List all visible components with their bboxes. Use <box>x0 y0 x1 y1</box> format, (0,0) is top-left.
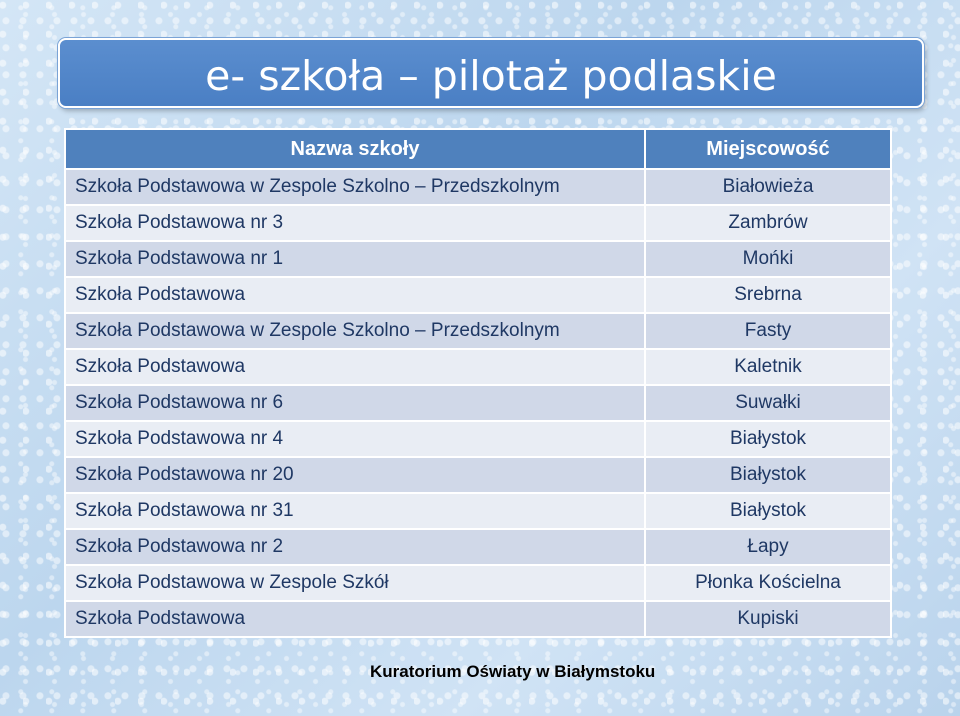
town-cell: Białystok <box>645 421 891 457</box>
town-cell: Srebrna <box>645 277 891 313</box>
school-name-cell: Szkoła Podstawowa nr 1 <box>65 241 645 277</box>
page-title: e- szkoła – pilotaż podlaskie <box>205 52 777 100</box>
table-row <box>65 169 891 205</box>
town-cell: Łapy <box>645 529 891 565</box>
town-cell: Mońki <box>645 241 891 277</box>
table-row <box>65 457 891 493</box>
table-row <box>65 277 891 313</box>
footer-text: Kuratorium Oświaty w Białymstoku <box>370 662 656 681</box>
school-name-cell: Szkoła Podstawowa nr 20 <box>65 457 645 493</box>
town-cell: Fasty <box>645 313 891 349</box>
table-row <box>65 205 891 241</box>
school-name-cell: Szkoła Podstawowa <box>65 277 645 313</box>
town-cell: Kupiski <box>645 601 891 637</box>
school-name-cell: Szkoła Podstawowa nr 4 <box>65 421 645 457</box>
table-row <box>65 421 891 457</box>
table-header-row <box>65 129 891 169</box>
town-cell: Białystok <box>645 493 891 529</box>
school-name-cell: Szkoła Podstawowa nr 2 <box>65 529 645 565</box>
school-name-cell: Szkoła Podstawowa w Zespole Szkół <box>65 565 645 601</box>
table-row <box>65 313 891 349</box>
school-name-cell: Szkoła Podstawowa w Zespole Szkolno – Przedszkolnym <box>65 313 645 349</box>
town-cell: Białowieża <box>645 169 891 205</box>
column-header-school-name: Nazwa szkoły <box>65 129 645 169</box>
schools-table <box>64 128 892 638</box>
school-name-cell: Szkoła Podstawowa nr 6 <box>65 385 645 421</box>
table-row <box>65 385 891 421</box>
town-cell: Kaletnik <box>645 349 891 385</box>
school-name-cell: Szkoła Podstawowa w Zespole Szkolno – Przedszkolnym <box>65 169 645 205</box>
table-row <box>65 565 891 601</box>
town-cell: Zambrów <box>645 205 891 241</box>
school-name-cell: Szkoła Podstawowa <box>65 601 645 637</box>
table-row <box>65 349 891 385</box>
school-name-cell: Szkoła Podstawowa <box>65 349 645 385</box>
table-row <box>65 241 891 277</box>
table-row <box>65 529 891 565</box>
column-header-town: Miejscowość <box>645 129 891 169</box>
town-cell: Białystok <box>645 457 891 493</box>
school-name-cell: Szkoła Podstawowa nr 3 <box>65 205 645 241</box>
title-banner <box>58 38 924 108</box>
school-name-cell: Szkoła Podstawowa nr 31 <box>65 493 645 529</box>
table-row <box>65 493 891 529</box>
table-row <box>65 601 891 637</box>
town-cell: Płonka Kościelna <box>645 565 891 601</box>
town-cell: Suwałki <box>645 385 891 421</box>
